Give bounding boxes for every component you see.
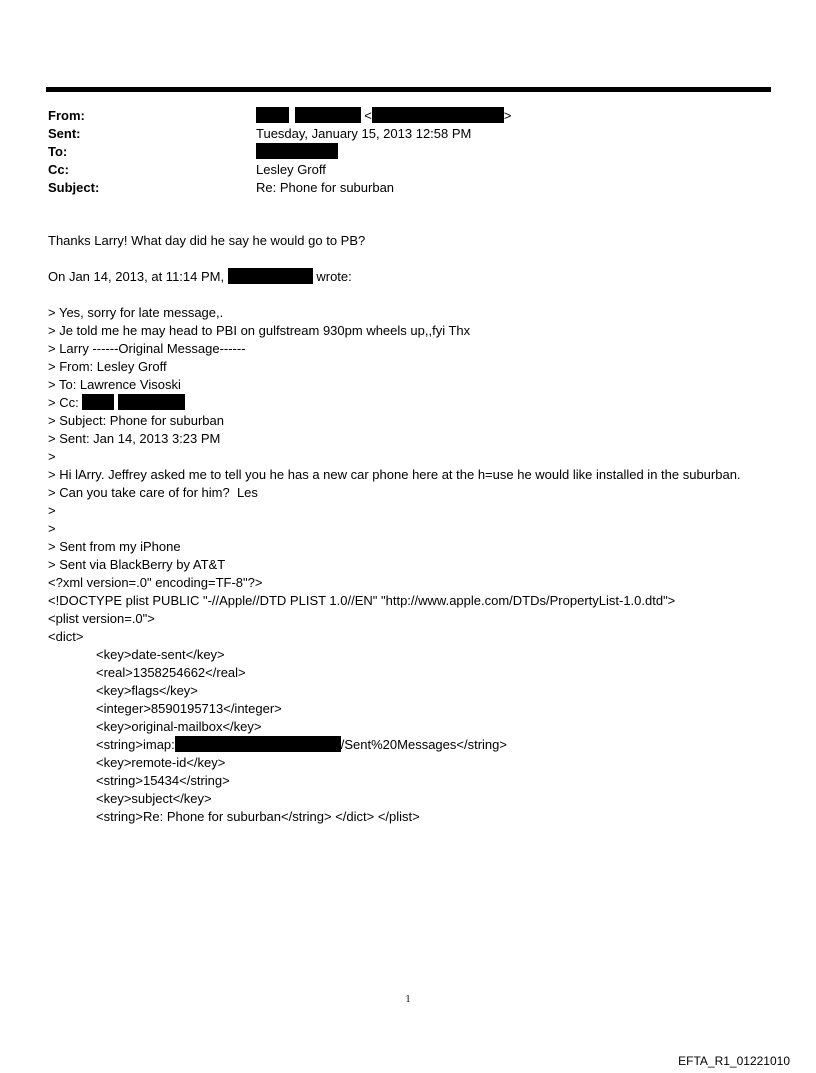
xml-line: <!DOCTYPE plist PUBLIC "-//Apple//DTD PLIST 1.0//EN" "http://www.apple.com/DTDs/PropertyList-1.0.dtd"> [48, 593, 676, 608]
page-number: 1 [405, 994, 411, 1005]
from-label: From: [48, 108, 85, 123]
email-header [48, 107, 768, 197]
attribution-prefix: On Jan 14, 2013, at 11:14 PM, [48, 269, 225, 284]
quoted-line: > [48, 449, 56, 464]
quoted-line: > [48, 521, 56, 536]
plist-line: <key>remote-id</key> [96, 755, 226, 770]
plist-line: <key>original-mailbox</key> [96, 719, 262, 734]
quoted-line: > [48, 503, 56, 518]
to-label: To: [48, 144, 68, 159]
quoted-line: > Hi lArry. Jeffrey asked me to tell you he has a new car phone here at the h=use he would like installed in the suburban. [48, 467, 741, 482]
from-value [256, 107, 511, 125]
subject-label: Subject: [48, 180, 100, 195]
redaction-box [175, 736, 341, 752]
plist-imap-line [48, 736, 778, 754]
plist-line: <string>15434</string> [96, 773, 230, 788]
sent-row [48, 125, 768, 143]
imap-suffix: /Sent%20Messages</string> [340, 737, 507, 752]
plist-line: <key>subject</key> [96, 791, 212, 806]
to-row [48, 143, 768, 161]
quoted-line: > To: Lawrence Visoski [48, 377, 181, 392]
quoted-line: > Subject: Phone for suburban [48, 413, 224, 428]
plist-line: <key>date-sent</key> [96, 647, 225, 662]
greeting-line: Thanks Larry! What day did he say he would go to PB? [48, 233, 366, 248]
subject-row [48, 179, 768, 197]
redaction-box [82, 394, 114, 410]
attribution-line [48, 268, 778, 286]
cc-value: Lesley Groff [256, 162, 326, 177]
quoted-line: > Larry ------Original Message------ [48, 341, 246, 356]
plist-line: <key>flags</key> [96, 683, 198, 698]
header-rule [46, 87, 771, 92]
from-row [48, 107, 768, 125]
plist-line: <real>1358254662</real> [96, 665, 246, 680]
subject-value: Re: Phone for suburban [256, 180, 395, 195]
redaction-box [372, 107, 504, 123]
cc-row [48, 161, 768, 179]
to-value [256, 143, 338, 161]
from-lt: < [364, 108, 372, 123]
quoted-line: > Je told me he may head to PBI on gulfstream 930pm wheels up,,fyi Thx [48, 323, 471, 338]
quoted-line: > Can you take care of for him? Les [48, 485, 258, 500]
redaction-box [256, 107, 289, 123]
quoted-line: > Sent from my iPhone [48, 539, 181, 554]
redaction-box [228, 268, 313, 284]
redaction-box [295, 107, 361, 123]
redaction-box [256, 143, 338, 159]
quoted-line: > From: Lesley Groff [48, 359, 167, 374]
bates-number: EFTA_R1_01221010 [678, 1054, 790, 1068]
quoted-cc-line [48, 394, 778, 412]
redaction-box [118, 394, 185, 410]
sent-value: Tuesday, January 15, 2013 12:58 PM [256, 126, 472, 141]
xml-line: <?xml version=.0" encoding=TF-8"?> [48, 575, 263, 590]
plist-line: <integer>8590195713</integer> [96, 701, 282, 716]
spacer [48, 250, 778, 268]
xml-line: <dict> [48, 629, 84, 644]
quoted-line: > Sent: Jan 14, 2013 3:23 PM [48, 431, 221, 446]
sent-label: Sent: [48, 126, 81, 141]
cc-label: Cc: [48, 162, 69, 177]
imap-prefix: <string>imap: [96, 737, 175, 752]
spacer [48, 286, 778, 304]
quoted-line: > Yes, sorry for late message,. [48, 305, 224, 320]
quoted-cc-label: > Cc: [48, 395, 79, 410]
attribution-suffix: wrote: [316, 269, 352, 284]
plist-line: <string>Re: Phone for suburban</string> </dict> </plist> [96, 809, 420, 824]
quoted-line: > Sent via BlackBerry by AT&T [48, 557, 226, 572]
xml-line: <plist version=.0"> [48, 611, 155, 626]
from-gt: > [503, 108, 512, 123]
email-body [48, 232, 778, 826]
